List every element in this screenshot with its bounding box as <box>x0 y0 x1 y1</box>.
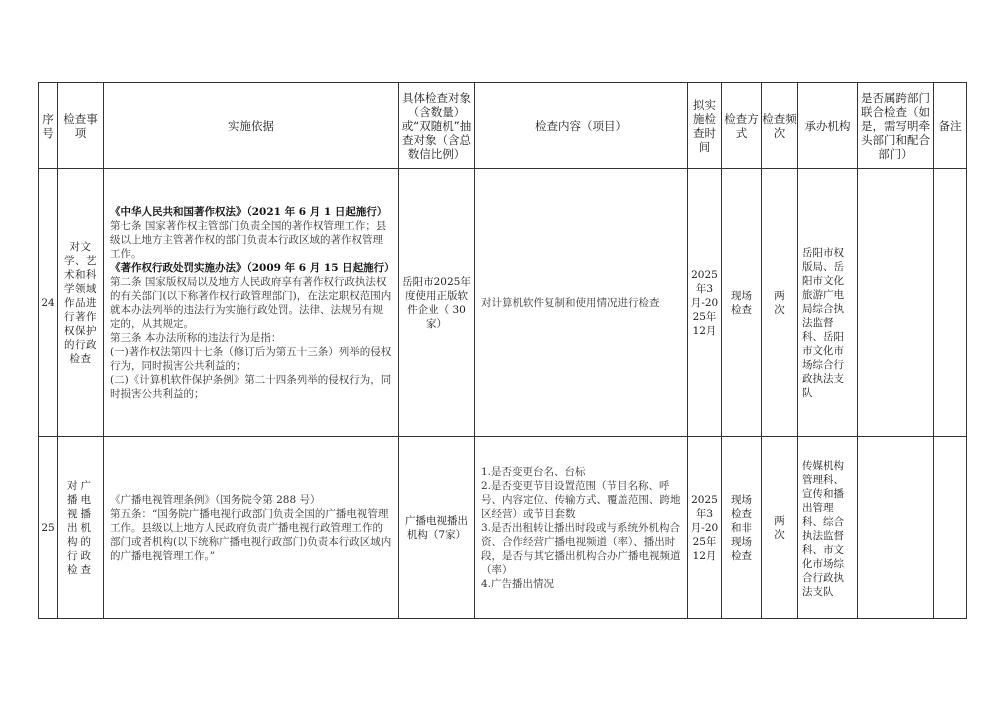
row-seq: 24 <box>39 169 58 437</box>
basis-line: 《中华人民共和国著作权法》（2021 年 6 月 1 日起施行） <box>110 205 388 218</box>
basis-line: 第三条 本办法所称的违法行为是指： <box>110 331 282 344</box>
row-frequency: 两次 <box>762 437 798 619</box>
row-item: 对广播电视播出机构的行政检查 <box>58 437 104 619</box>
header-time: 拟实施检查时间 <box>688 83 722 169</box>
header-content: 检查内容（项目） <box>475 83 688 169</box>
row-time: 2025年3月-2025年12月 <box>688 437 722 619</box>
header-row <box>39 83 967 169</box>
row-item: 对文学、艺术和科学领域作品进行著作权保护的行政检查 <box>58 169 104 437</box>
row-basis <box>104 169 399 437</box>
row-method: 现场检查和非现场检查 <box>722 437 762 619</box>
row-target: 广播电视播出机构（7家） <box>399 437 475 619</box>
header-method: 检查方式 <box>722 83 762 169</box>
content-item: 2.是否变更节目设置范围（节目名称、呼号、内容定位、传输方式、覆盖范围、跨地区经营）或节目套数 <box>481 479 681 520</box>
header-frequency: 检查频次 <box>762 83 798 169</box>
row-basis <box>104 437 399 619</box>
row-agency: 传媒机构管理科、宣传和播出管理科、综合执法监督科、市文化市场综合行政执法支队 <box>798 437 858 619</box>
header-item: 检查事项 <box>58 83 104 169</box>
row-remark <box>934 169 967 437</box>
header-joint: 是否属跨部门联合检查（如是，需写明牵头部门和配合部门） <box>858 83 934 169</box>
header-basis: 实施依据 <box>104 83 399 169</box>
row-time: 2025年3月-2025年12月 <box>688 169 722 437</box>
basis-line: 《著作权行政处罚实施办法》（2009 年 6 月 15 日起施行） <box>110 261 395 274</box>
row-method: 现场检查 <box>722 169 762 437</box>
row-target: 岳阳市2025年度使用正版软件企业（ 30家） <box>399 169 475 437</box>
basis-line: 第五条：“国务院广播电视行政部门负责全国的广播电视管理工作。县级以上地方人民政府负责广播电视行政管理工作的部门或者机构(以下统称广播电视行政部门)负责本行政区域内的广播电视管理工作。” <box>110 507 392 562</box>
basis-line: 第七条 国家著作权主管部门负责全国的著作权管理工作；县级以上地方主管著作权的部门负责本行政区域的著作权管理工作。 <box>110 219 387 260</box>
header-remark: 备注 <box>934 83 967 169</box>
table-row <box>39 437 967 619</box>
content-item: 4.广告播出情况 <box>481 577 555 590</box>
inspection-plan-table <box>38 82 967 619</box>
content-item: 1.是否变更台名、台标 <box>481 465 586 478</box>
basis-line: (一)著作权法第四十七条（修订后为第五十三条）列举的侵权行为，同时损害公共利益的； <box>110 345 392 372</box>
table-row <box>39 169 967 437</box>
header-agency: 承办机构 <box>798 83 858 169</box>
basis-line: 第二条 国家版权局以及地方人民政府享有著作权行政执法权的有关部门(以下称著作权行政管理部门)，在法定职权范围内就本办法列举的违法行为实施行政处罚。法律、法规另有规定的，从其规定。 <box>110 275 392 330</box>
row-remark <box>934 437 967 619</box>
row-frequency: 两次 <box>762 169 798 437</box>
basis-line: 《广播电视管理条例》（国务院令第 288 号） <box>110 493 321 506</box>
content-item: 3.是否出租转让播出时段或与系统外机构合资、合作经营广播电视频道（率）、播出时段，是否与其它播出机构合办广播电视频道（率） <box>481 521 681 576</box>
row-seq: 25 <box>39 437 58 619</box>
row-content: 对计算机软件复制和使用情况进行检查 <box>475 169 688 437</box>
header-target: 具体检查对象（含数量）或“双随机”抽查对象（含总数信比例） <box>399 83 475 169</box>
row-content <box>475 437 688 619</box>
header-seq: 序号 <box>39 83 58 169</box>
basis-line: (二)《计算机软件保护条例》第二十四条列举的侵权行为，同时损害公共利益的； <box>110 373 392 400</box>
row-joint <box>858 169 934 437</box>
row-agency: 岳阳市权版局、岳阳市文化旅游广电局综合执法监督科、岳阳市文化市场综合行政执法支队 <box>798 169 858 437</box>
row-joint <box>858 437 934 619</box>
